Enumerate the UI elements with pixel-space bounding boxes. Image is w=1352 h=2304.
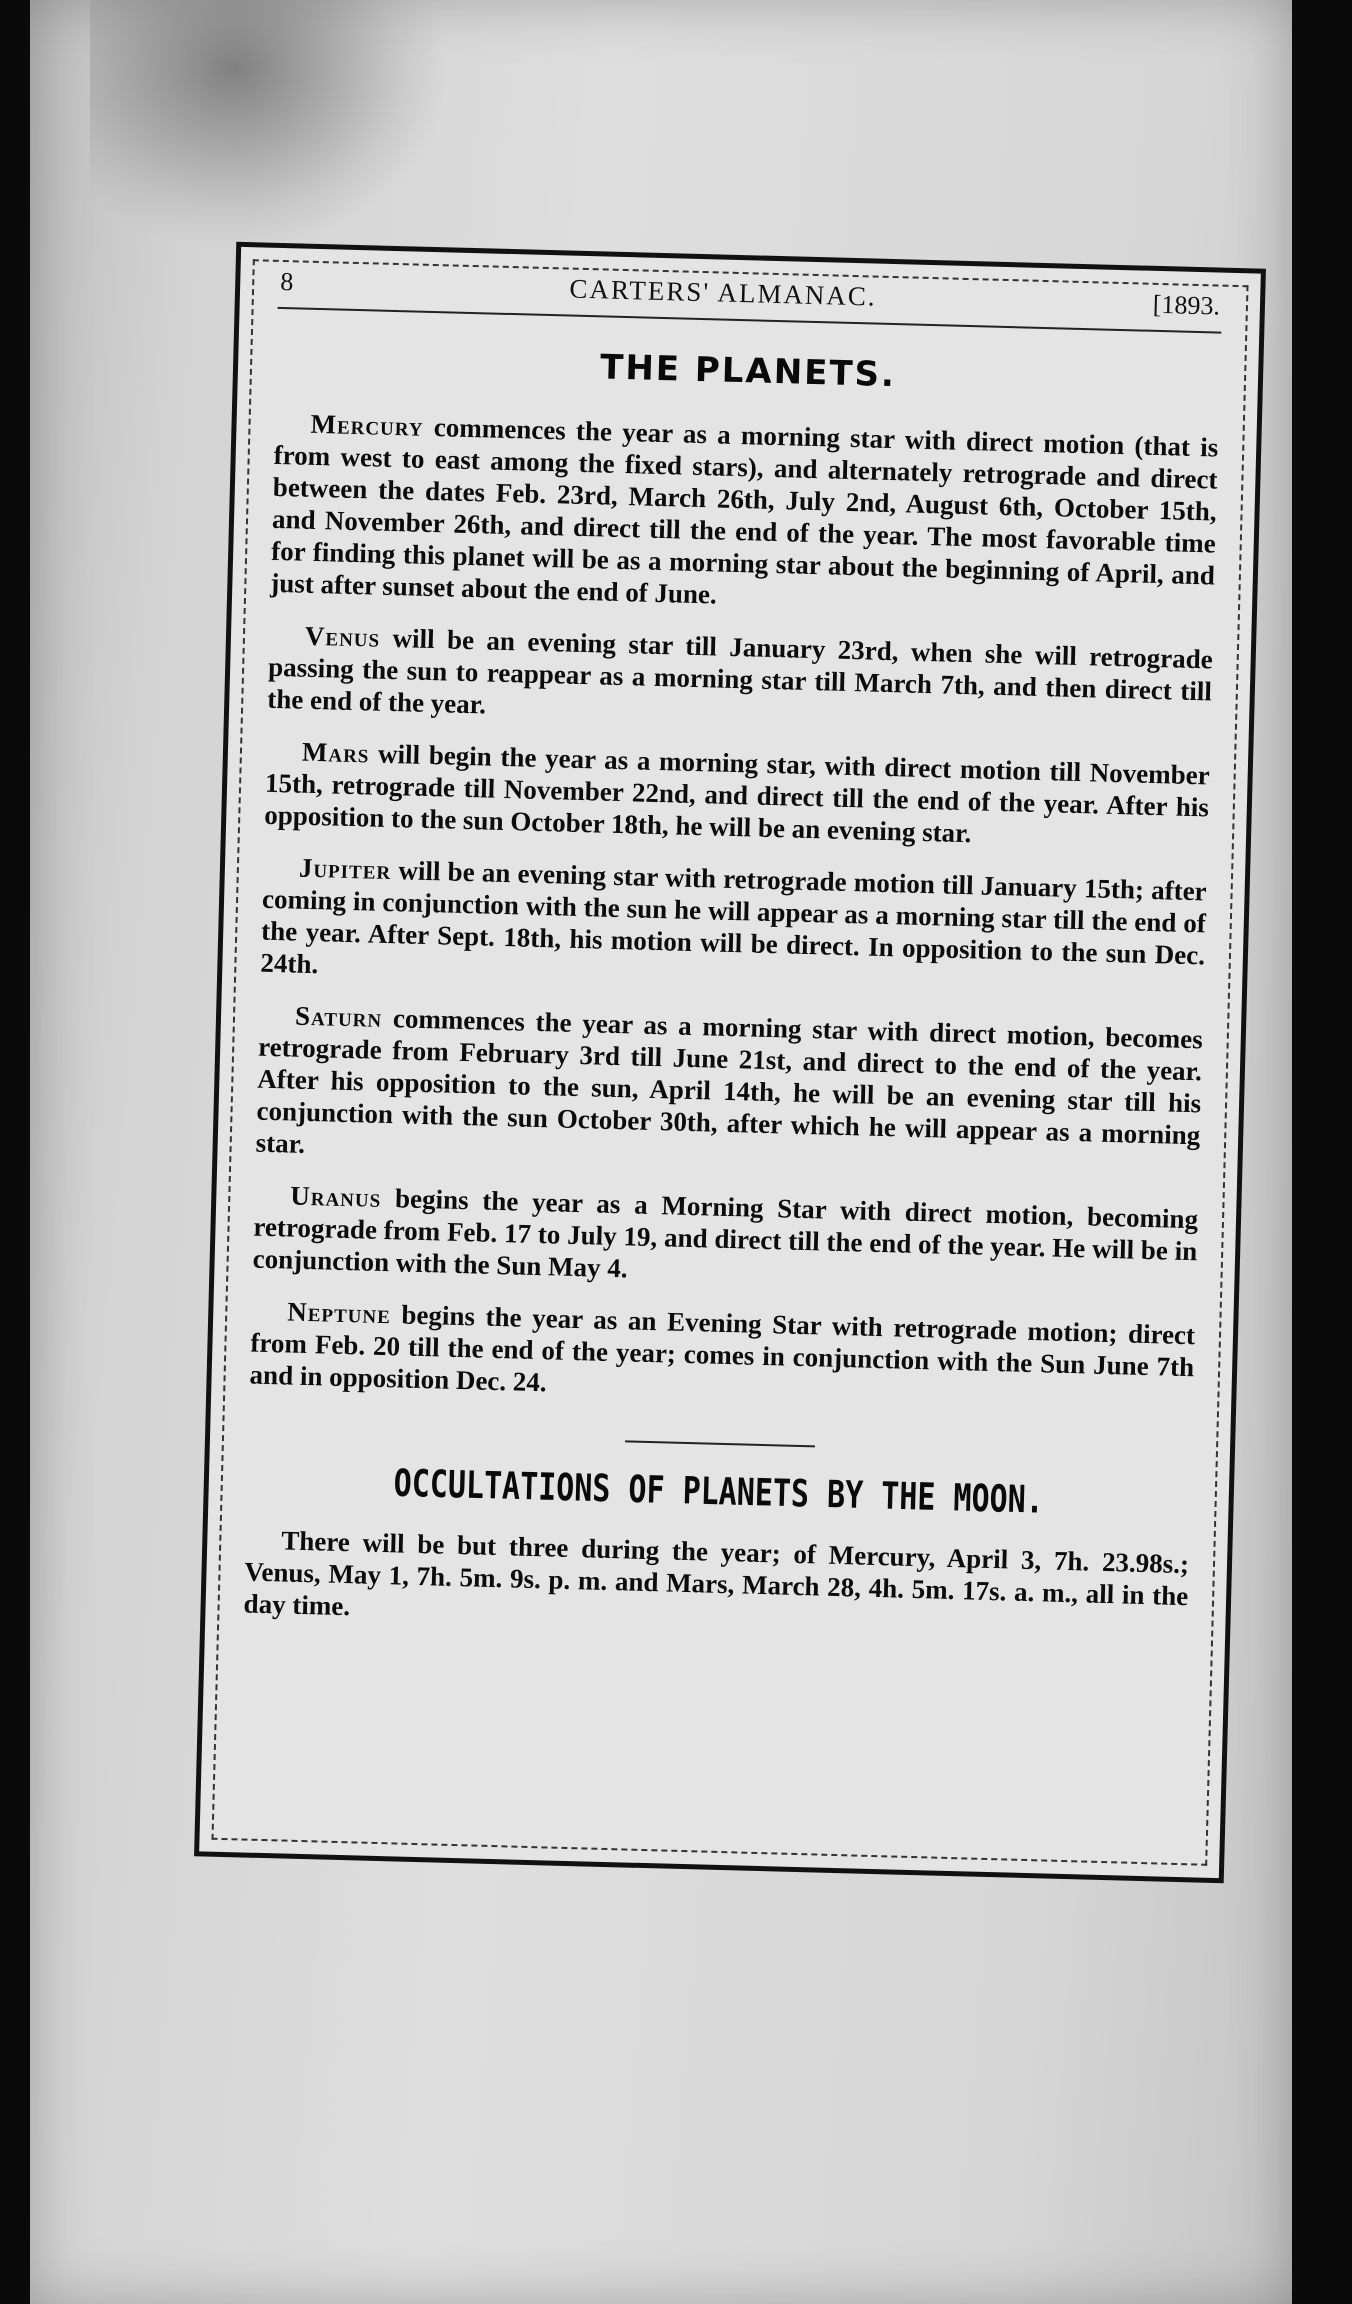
page-content [243, 266, 1223, 1664]
page-number: 8 [279, 266, 294, 297]
planet-paragraph-mars [264, 735, 1210, 856]
planets-heading: THE PLANETS. [599, 347, 897, 396]
planet-paragraph-neptune [249, 1295, 1195, 1416]
planet-paragraph-saturn [255, 999, 1203, 1184]
planet-paragraph-venus [267, 619, 1213, 740]
occultations-heading: OCCULTATIONS OF PLANETS BY THE MOON. [393, 1461, 1045, 1523]
planet-text: begins the year as an Evening Star with retrograde motion; direct from Feb. 20 till the end of the year; comes in conjunction with the Sun June 7th and in opposition Dec. 24. [249, 1299, 1196, 1398]
planet-name: Mars [301, 736, 370, 769]
planet-text: will begin the year as a morning star, with direct motion till November 15th, retrograde till November 22nd, and direct till the end of the year. After his opposition to the sun October 18th, he will be an evening star. [263, 738, 1211, 849]
planet-text: will be an evening star till January 23rd, when she will retrograde passing the sun to reappear as a morning star till March 7th, and then direct till the end of the year. [266, 622, 1214, 720]
planet-name: Venus [304, 620, 381, 653]
almanac-title: CARTERS' ALMANAC. [569, 273, 878, 312]
page-frame [194, 242, 1266, 1883]
planet-text: commences the year as a morning star with direct motion (that is from west to east among the fixed stars), and alternately retrograde and direct between the dates Feb. 23rd, March 26th, July 2nd, August 6th, October 15th, and November 26th, and direct till the end of the year. The most favorable time for finding this planet will be as a morning star about the beginning of April, and just after sunset about the end of June. [270, 411, 1219, 610]
planet-paragraph-mercury [270, 407, 1219, 624]
planet-text: commences the year as a morning star with direct motion, becomes retrograde from February 3rd till June 21st, and direct to the end of the year. After his opposition to the sun, April 14th, he will be an evening star till his conjunction with the sun October 30th, after which he will appear as a morning star. [255, 1002, 1204, 1159]
planet-name: Mercury [310, 408, 425, 442]
planet-paragraph-jupiter [260, 851, 1207, 1004]
year-label: [1893. [1152, 289, 1221, 321]
planet-name: Neptune [286, 1296, 392, 1330]
planet-text: begins the year as a Morning Star with direct motion, becoming retrograde from Feb. 17 to July 19, and direct till the end of the year. He will be in conjunction with the Sun May 4. [252, 1182, 1199, 1284]
planet-name: Saturn [294, 1000, 383, 1033]
planet-text: will be an evening star with retrograde motion till January 15th; after coming in conjunction with the sun he will appear as a morning star till the end of the year. After Sept. 18th, his motion will be direct. In opposition to the sun Dec. 24th. [260, 855, 1208, 980]
planet-paragraph-uranus [252, 1179, 1198, 1300]
planet-name: Jupiter [298, 852, 392, 886]
planet-name: Uranus [289, 1180, 382, 1213]
occultations-paragraph: There will be but three during the year; of Mercury, April 3, 7h. 23.98s.; Venus, May 1, 7h. 5m. 9s. p. m. and Mars, March 28, 4h. 5m. 17s. a. m., all in the day time. [243, 1525, 1190, 1622]
section-divider [625, 1440, 815, 1447]
water-stain [90, 0, 450, 250]
